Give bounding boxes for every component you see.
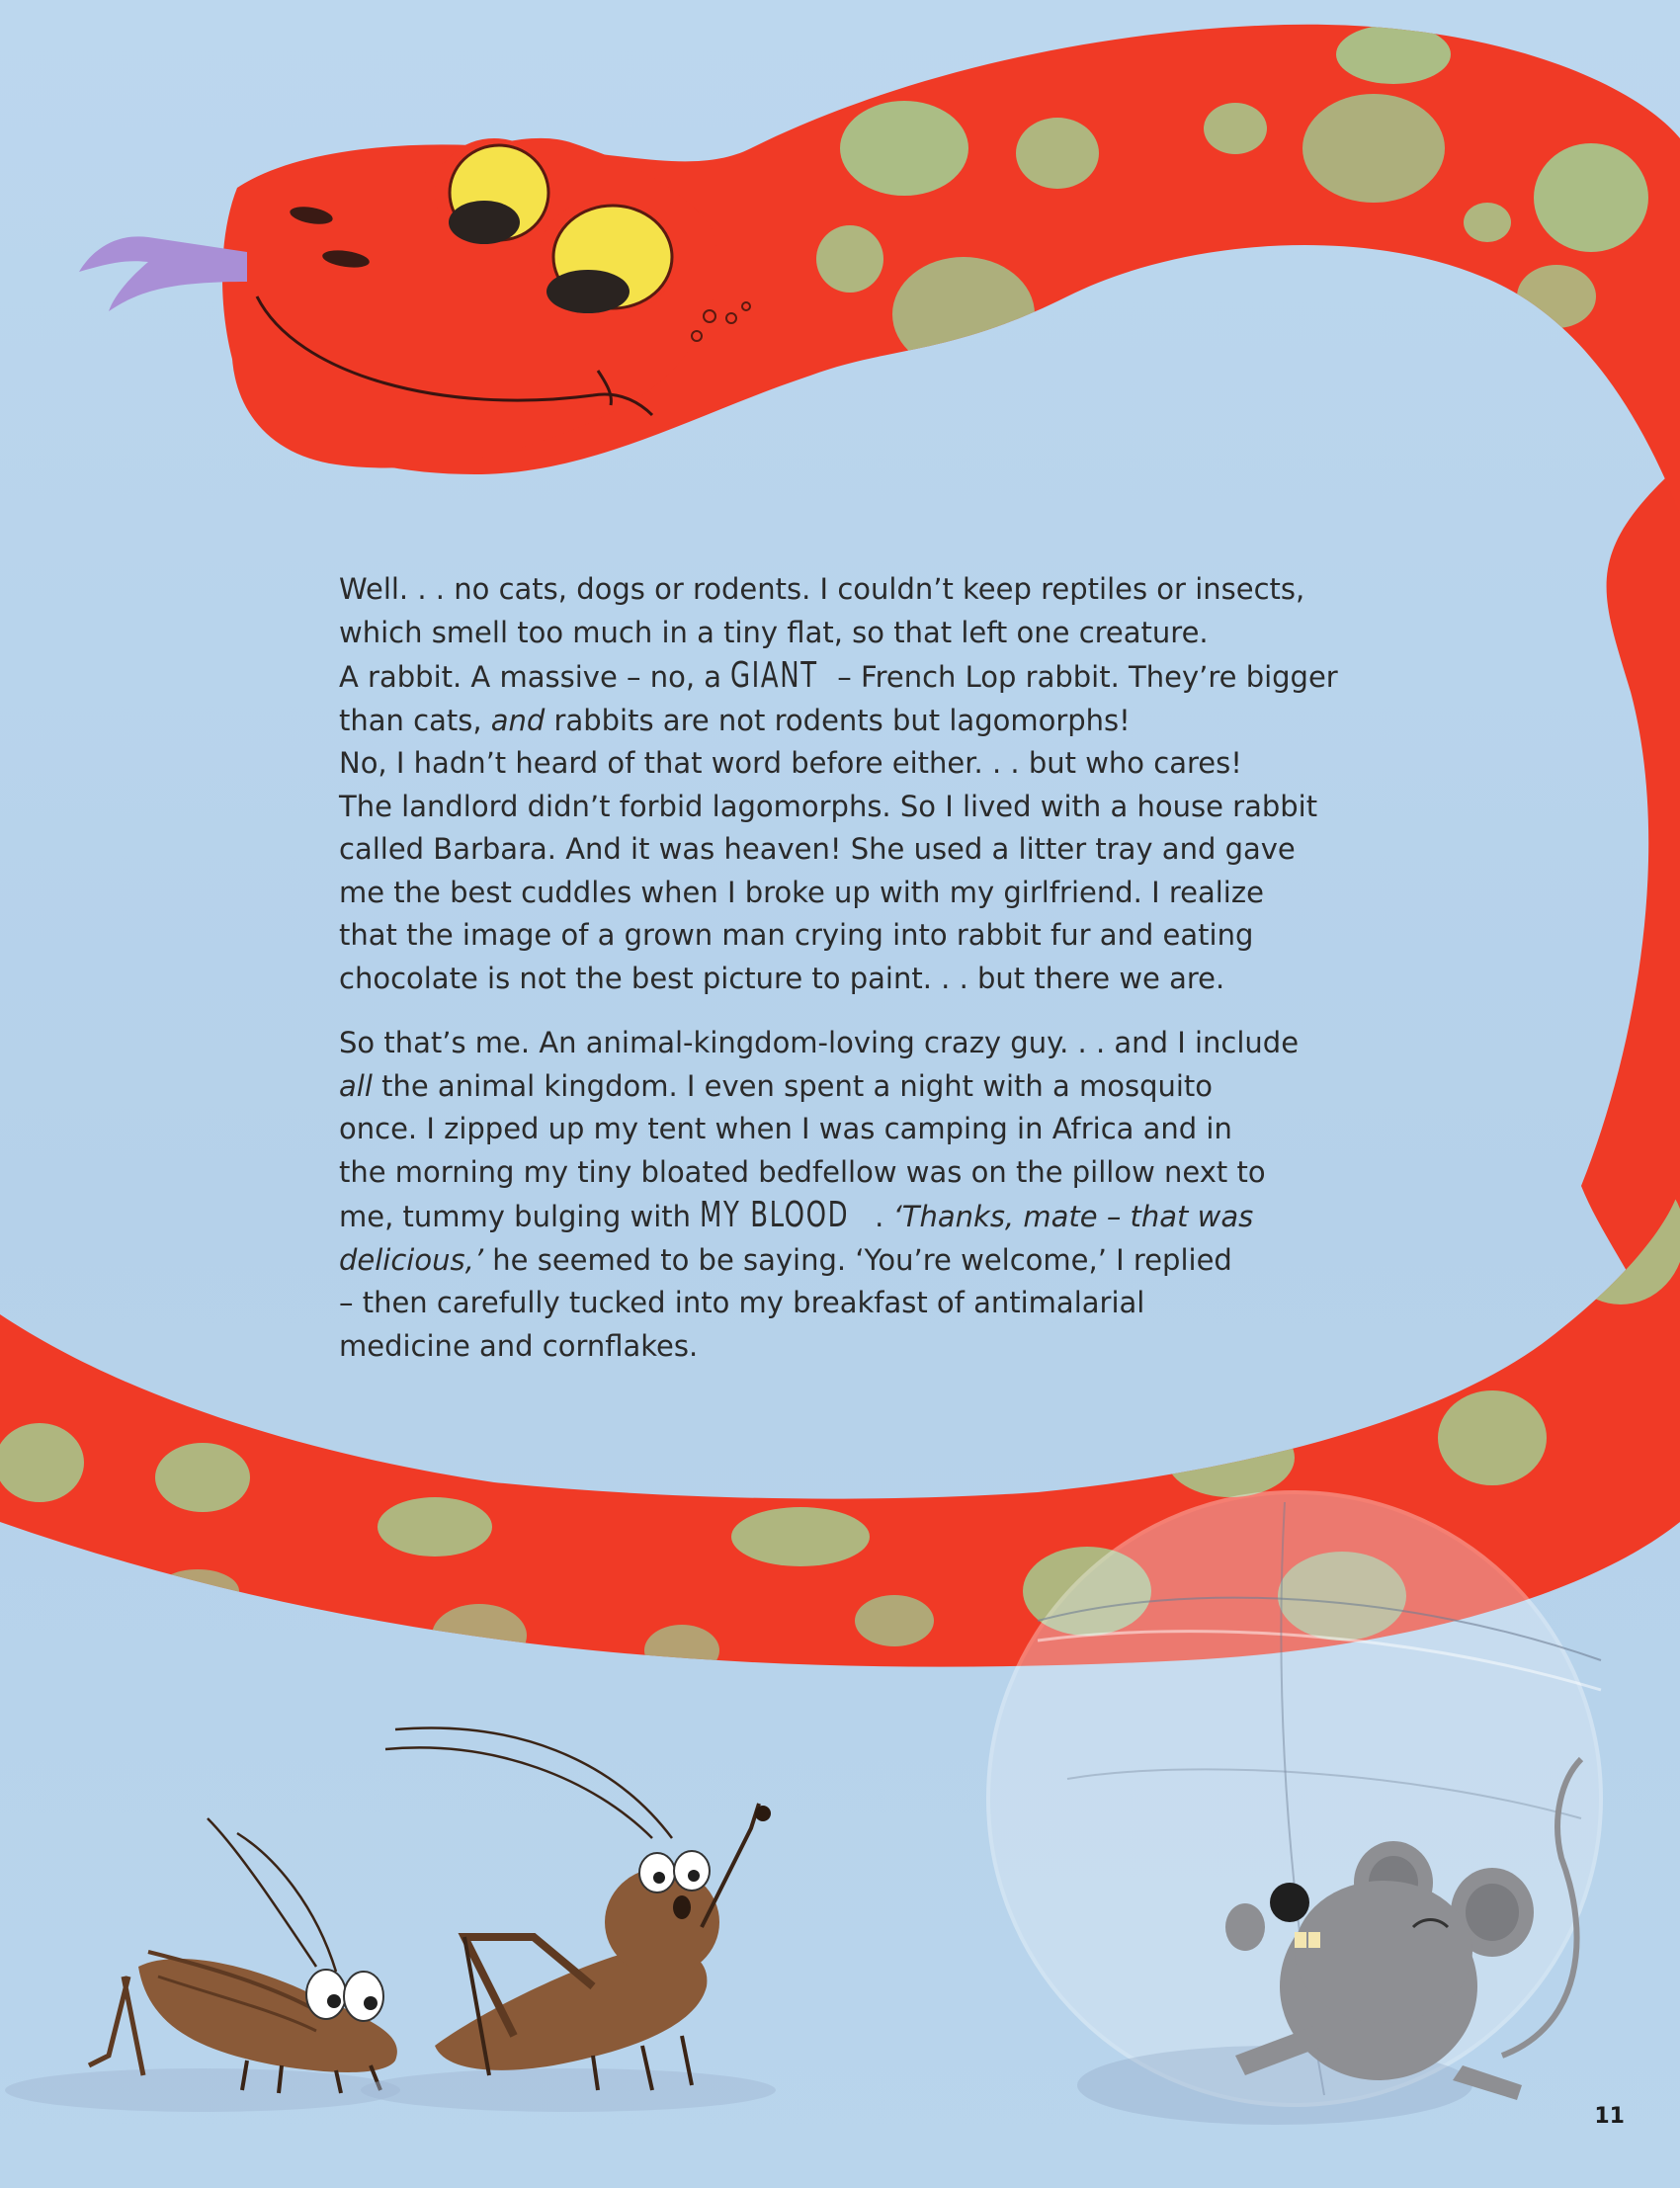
text-run: once. I zipped up my tent when I was camping in Africa and in	[339, 1112, 1232, 1145]
text-run: me, tummy bulging with	[339, 1200, 701, 1233]
italic-text: ‘Thanks, mate – that was	[892, 1200, 1254, 1233]
text-run: me the best cuddles when I broke up with my girlfriend. I realize	[339, 875, 1264, 909]
text-run: No, I hadn’t heard of that word before either. . . but who cares!	[339, 746, 1242, 780]
text-run: .	[875, 1200, 893, 1233]
italic-text: all	[339, 1068, 373, 1103]
page-number: 11	[1594, 2104, 1625, 2129]
text-line	[339, 1282, 1337, 1325]
text-line	[339, 654, 1337, 700]
text-run: – then carefully tucked into my breakfast of antimalarial	[339, 1286, 1145, 1319]
text-run: called Barbara. And it was heaven! She used a litter tray and gave	[339, 832, 1296, 866]
text-run: rabbits are not rodents but lagomorphs!	[545, 703, 1131, 737]
handwritten-emphasis: MY BLOOD	[700, 1195, 850, 1235]
text-run: the morning my tiny bloated bedfellow was on the pillow next to	[339, 1154, 1266, 1189]
text-run: chocolate is not the best picture to paint. . . but there we are.	[339, 961, 1225, 995]
text-line	[339, 1022, 1337, 1065]
text-run: Well. . . no cats, dogs or rodents. I couldn’t keep reptiles or insects,	[339, 572, 1305, 606]
text-line	[339, 568, 1337, 612]
italic-text: delicious,’	[339, 1242, 484, 1277]
text-line	[339, 1108, 1337, 1151]
text-run: which smell too much in a tiny flat, so that left one creature.	[339, 615, 1209, 649]
text-line	[339, 1239, 1337, 1283]
text-line	[339, 1065, 1337, 1109]
italic-text: and	[490, 703, 546, 737]
text-run: that the image of a grown man crying into rabbit fur and eating	[339, 918, 1254, 952]
handwritten-emphasis: GIANT	[730, 655, 818, 696]
cricket-left	[5, 1818, 400, 2112]
text-line	[339, 612, 1337, 655]
text-line	[339, 742, 1337, 786]
text-line	[339, 1194, 1337, 1239]
text-line	[339, 872, 1337, 915]
text-line	[339, 828, 1337, 872]
text-run: So that’s me. An animal-kingdom-loving crazy guy. . . and I include	[339, 1026, 1300, 1059]
text-line	[339, 700, 1337, 743]
text-run: than cats,	[339, 703, 491, 737]
text-run: – French Lop rabbit. They’re bigger	[828, 660, 1338, 694]
text-line	[339, 958, 1337, 1001]
story-text	[339, 568, 1337, 1389]
text-run: he seemed to be saying. ‘You’re welcome,’ I replied	[483, 1242, 1232, 1277]
text-line	[339, 786, 1337, 829]
text-run: medicine and cornflakes.	[339, 1328, 699, 1363]
text-run: The landlord didn’t forbid lagomorphs. So I lived with a house rabbit	[339, 789, 1318, 823]
paragraph	[339, 1022, 1337, 1368]
text-line	[339, 1325, 1337, 1369]
text-run: A rabbit. A massive – no, a	[339, 660, 731, 694]
text-line	[339, 1151, 1337, 1195]
paragraph	[339, 568, 1337, 1000]
cricket-right	[361, 1727, 776, 2112]
text-run: the animal kingdom. I even spent a night with a mosquito	[372, 1068, 1214, 1103]
text-line	[339, 914, 1337, 958]
snake-tongue	[79, 236, 247, 311]
